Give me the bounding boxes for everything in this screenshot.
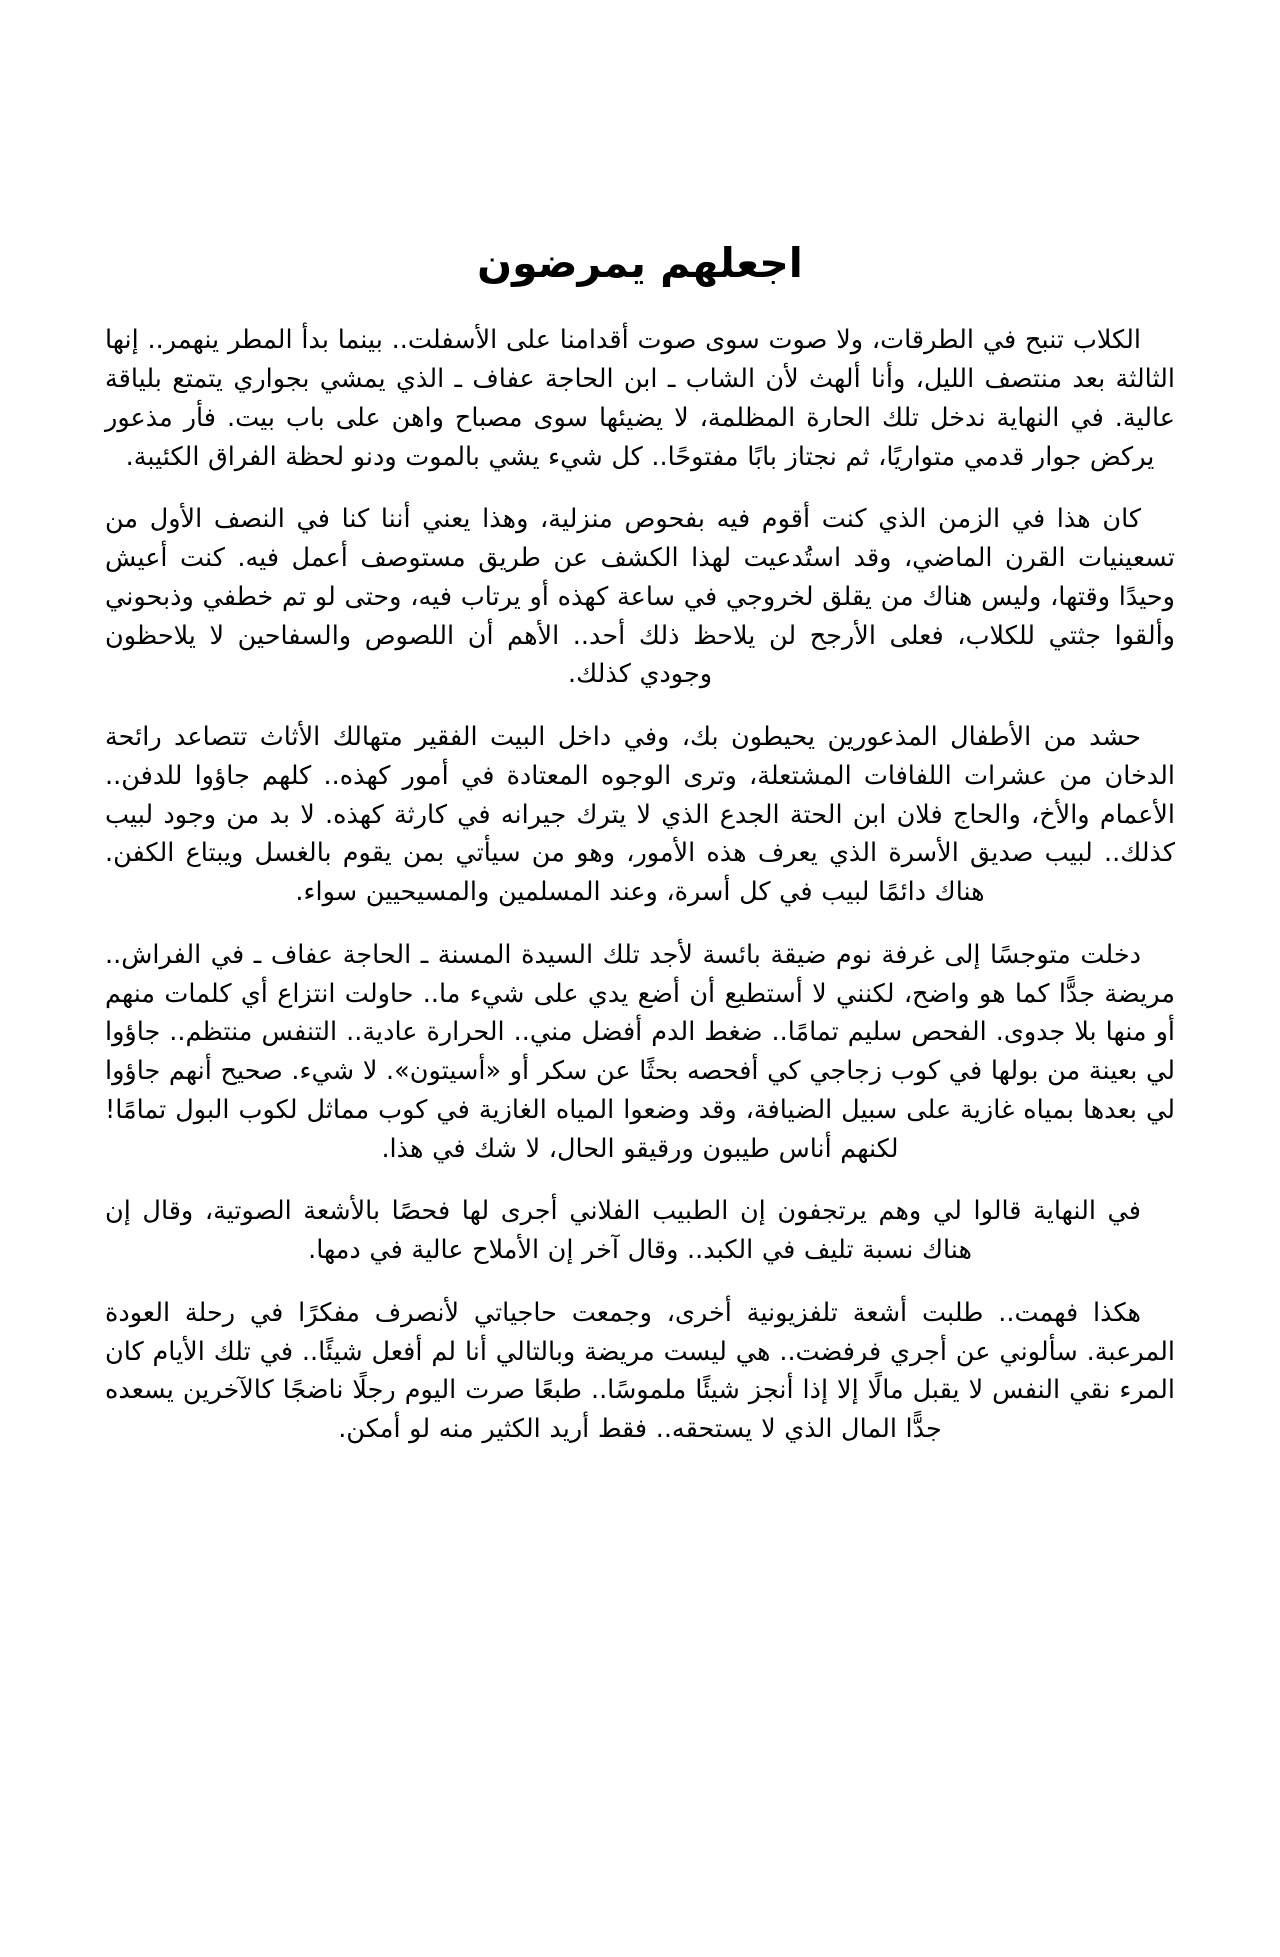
paragraph-4: دخلت متوجسًا إلى غرفة نوم ضيقة بائسة لأجد تلك السيدة المسنة ـ الحاجة عفاف ـ في الفراش.. مريضة جدًّا كما هو واضح، لكنني لا أستطيع أن أضع يدي على شيء ما.. حاولت انتزاع أي كلمات منهم أو منها بلا جدوى. الفحص سليم تمامًا.. ضغط الدم أفضل مني.. الحرارة عادية.. التنفس منتظم.. جاؤوا لي بعينة من بولها في كوب زجاجي كي أفحصه بحثًا عن سكر أو «أسيتون». لا شيء. صحيح أنهم جاؤوا لي بعدها بمياه غازية على سبيل الضيافة، وقد وضعوا المياه الغازية في كوب مماثل لكوب البول تمامًا! لكنهم أناس طيبون ورقيقو الحال، لا شك في هذا.: [105, 939, 1175, 1164]
paragraph-2: كان هذا في الزمن الذي كنت أقوم فيه بفحوص منزلية، وهذا يعني أننا كنا في النصف الأول من تسعينيات القرن الماضي، وقد استُدعيت لهذا الكشف عن طريق مستوصف أعمل فيه. كنت أعيش وحيدًا وقتها، وليس هناك من يقلق لخروجي في ساعة كهذه أو يرتاب فيه، وحتى لو تم خطفي وذبحوني وألقوا جثتي للكلاب، فعلى الأرجح لن يلاحظ ذلك أحد.. الأهم أن اللصوص والسفاحين لا يلاحظون وجودي كذلك.: [105, 504, 1175, 690]
paragraph-6: هكذا فهمت.. طلبت أشعة تلفزيونية أخرى، وجمعت حاجياتي لأنصرف مفكرًا في رحلة العودة المرعبة. سألوني عن أجري فرفضت.. هي ليست مريضة وبالتالي أنا لم أفعل شيئًا.. في تلك الأيام كان المرء نقي النفس لا يقبل مالًا إلا إذا أنجز شيئًا ملموسًا.. طبعًا صرت اليوم رجلًا ناضجًا كالآخرين يسعده جدًّا المال الذي لا يستحقه.. فقط أريد الكثير منه لو أمكن.: [105, 1297, 1175, 1445]
paragraph-1: الكلاب تنبح في الطرقات، ولا صوت سوى صوت أقدامنا على الأسفلت.. بينما بدأ المطر ينهمر.. إنها الثالثة بعد منتصف الليل، وأنا ألهث لأن الشاب ـ ابن الحاجة عفاف ـ الذي يمشي بجواري يتمتع بلياقة عالية. في النهاية ندخل تلك الحارة المظلمة، لا يضيئها سوى مصباح واهن على باب بيت. فأر مذعور يركض جوار قدمي متواريًا، ثم نجتاز بابًا مفتوحًا.. كل شيء يشي بالموت ودنو لحظة الفراق الكئيبة.: [105, 325, 1175, 472]
paragraph-3: حشد من الأطفال المذعورين يحيطون بك، وفي داخل البيت الفقير متهالك الأثاث تتصاعد رائحة الدخان من عشرات اللفافات المشتعلة، وترى الوجوه المعتادة في أمور كهذه.. كلهم جاؤوا للدفن.. الأعمام والأخ، والحاج فلان ابن الحتة الجدع الذي لا يترك جيرانه في كارثة كهذه. لا بد من وجود لبيب كذلك.. لبيب صديق الأسرة الذي يعرف هذه الأمور، وهو من سيأتي بمن يقوم بالغسل ويبتاع الكفن. هناك دائمًا لبيب في كل أسرة، وعند المسلمين والمسيحيين سواء.: [105, 722, 1175, 908]
body-text: [105, 321, 1175, 1449]
paragraph-5: في النهاية قالوا لي وهم يرتجفون إن الطبيب الفلاني أجرى لها فحصًا بالأشعة الصوتية، وقال إن هناك نسبة تليف في الكبد.. وقال آخر إن الأملاح عالية في دمها.: [105, 1196, 1141, 1266]
page-content: [105, 0, 1175, 1449]
page-title: اجعلهم يمرضون: [477, 239, 803, 287]
